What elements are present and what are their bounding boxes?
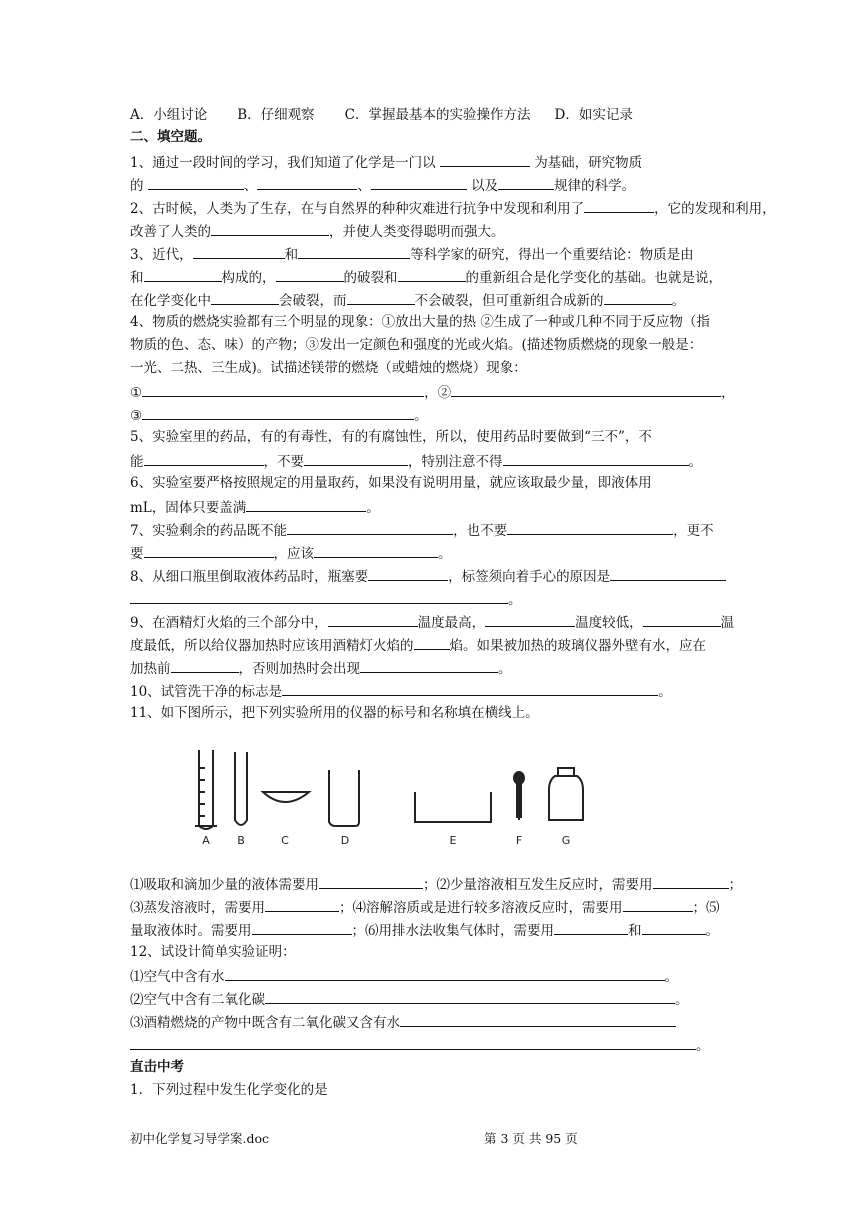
q2-line2: 改善了人类的 ，并使人类变得聪明而强大。	[130, 220, 505, 242]
q12-c-cont: 。	[130, 1034, 710, 1056]
q9-line1: 9、在酒精灯火焰的三个部分中， 温度最高， 温度较低， 温	[130, 611, 734, 633]
q3-line3: 在化学变化中 会破裂，而 不会破裂，但可重新组合成新的 。	[130, 289, 685, 311]
section2-title: 二、填空题。	[130, 129, 211, 145]
q12-c: ⑶酒精燃烧的产物中既含有二氧化碳又含有水	[130, 1011, 676, 1033]
label-e: E	[449, 834, 457, 847]
q7-line1: 7、实验剩余的药品既不能 ，也不要 ，更不	[130, 519, 714, 541]
option-b: B．仔细观察	[237, 107, 315, 123]
option-c: C．掌握最基本的实验操作方法	[344, 107, 531, 123]
q5-line2: 能 ，不要 ，特别注意不得 。	[130, 450, 702, 472]
dropper-icon	[514, 772, 524, 820]
q5-line1: 5、实验室里的药品，有的有毒性，有的有腐蚀性，所以，使用药品时要做到“三不”，不	[130, 429, 652, 445]
q9-line3: 加热前 ，否则加热时会出现 。	[130, 657, 512, 679]
option-a: A．小组讨论	[130, 107, 208, 123]
footer-filename: 初中化学复习导学案.doc	[130, 1131, 270, 1146]
test-tube-icon	[235, 752, 247, 825]
q4-line1: 4、物质的燃烧实验都有三个明显的现象：①放出大量的热 ②生成了一种或几种不同于反应物（指	[130, 314, 710, 330]
option-d: D．如实记录	[554, 107, 633, 123]
q4-line3: 一光、二热、三生成)。试描述镁带的燃烧（或蜡烛的燃烧）现象：	[130, 360, 527, 376]
q3-line2: 和 构成的， 的破裂和 的重新组合是化学变化的基础。也就是说，	[130, 266, 722, 288]
q6-line1: 6、实验室要严格按照规定的用量取药，如果没有说明用量，就应该取最少量，即液体用	[130, 475, 652, 491]
label-g: G	[561, 834, 571, 847]
q11-line2: ⑶蒸发溶液时，需要用 ；⑷溶解溶质或是进行较多溶液反应时，需要用 ；⑸	[130, 896, 720, 918]
q9-line2: 度最低，所以给仪器加热时应该用酒精灯火焰的 焰。如果被加热的玻璃仪器外壁有水，应在	[130, 634, 706, 656]
q1-line1: 1、通过一段时间的学习，我们知道了化学是一门以 为基础，研究物质	[130, 151, 642, 173]
label-f: F	[515, 834, 523, 847]
q11-line3: 量取液体时。需要用 ；⑹用排水法收集气体时，需要用 和 。	[130, 919, 719, 941]
options-row	[130, 105, 633, 125]
q10-line: 10、试管洗干净的标志是 。	[130, 680, 672, 702]
q4-line5: ③ 。	[130, 404, 428, 426]
evaporating-dish-icon	[263, 792, 309, 802]
beaker-icon	[329, 770, 359, 826]
q6-line2: mL，固体只要盖满 。	[130, 496, 380, 518]
q12-b: ⑵空气中含有二氧化碳 。	[130, 988, 689, 1010]
q4-line2: 物质的色、态、味）的产物；③发出一定颜色和强度的光或火焰。(描述物质燃烧的现象一般是：	[130, 337, 703, 353]
zhongkao-title: 直击中考	[130, 1059, 184, 1075]
q7-line2: 要 ，应该 。	[130, 542, 452, 564]
trough-icon	[415, 792, 491, 822]
graduated-cylinder-icon	[195, 750, 217, 829]
q12-title: 12、试设计简单实验证明：	[130, 944, 296, 960]
footer-page: 第 3 页 共 95 页	[484, 1131, 578, 1146]
q4-line4: ① ，② ，	[130, 381, 735, 403]
q12-a: ⑴空气中含有水 。	[130, 965, 678, 987]
label-b: B	[237, 834, 245, 847]
q11-title: 11、如下图所示，把下列实验所用的仪器的标号和名称填在横线上。	[130, 705, 539, 721]
label-c: C	[281, 834, 289, 847]
label-d: D	[340, 834, 350, 847]
q8-line1: 8、从细口瓶里倒取液体药品时，瓶塞要 ，标签须向着手心的原因是	[130, 565, 726, 587]
q3-line1: 3、近代， 和 等科学家的研究，得出一个重要结论：物质是由	[130, 243, 694, 265]
q2-line1: 2、古时候，人类为了生存，在与自然界的种种灾难进行抗争中发现和利用了 ，它的发现和利用，	[130, 197, 776, 219]
q1-line2: 的 、 、 以及 规律的科学。	[130, 174, 635, 196]
q11-line1: ⑴吸取和滴加少量的液体需要用 ；⑵少量溶液相互发生反应时，需要用 ；	[130, 873, 742, 895]
q8-line2: 。	[130, 588, 522, 610]
zhongkao-q1: 1．下列过程中发生化学变化的是	[130, 1082, 328, 1098]
apparatus-figure	[185, 740, 605, 850]
gas-bottle-icon	[549, 768, 583, 820]
label-a: A	[202, 834, 210, 847]
